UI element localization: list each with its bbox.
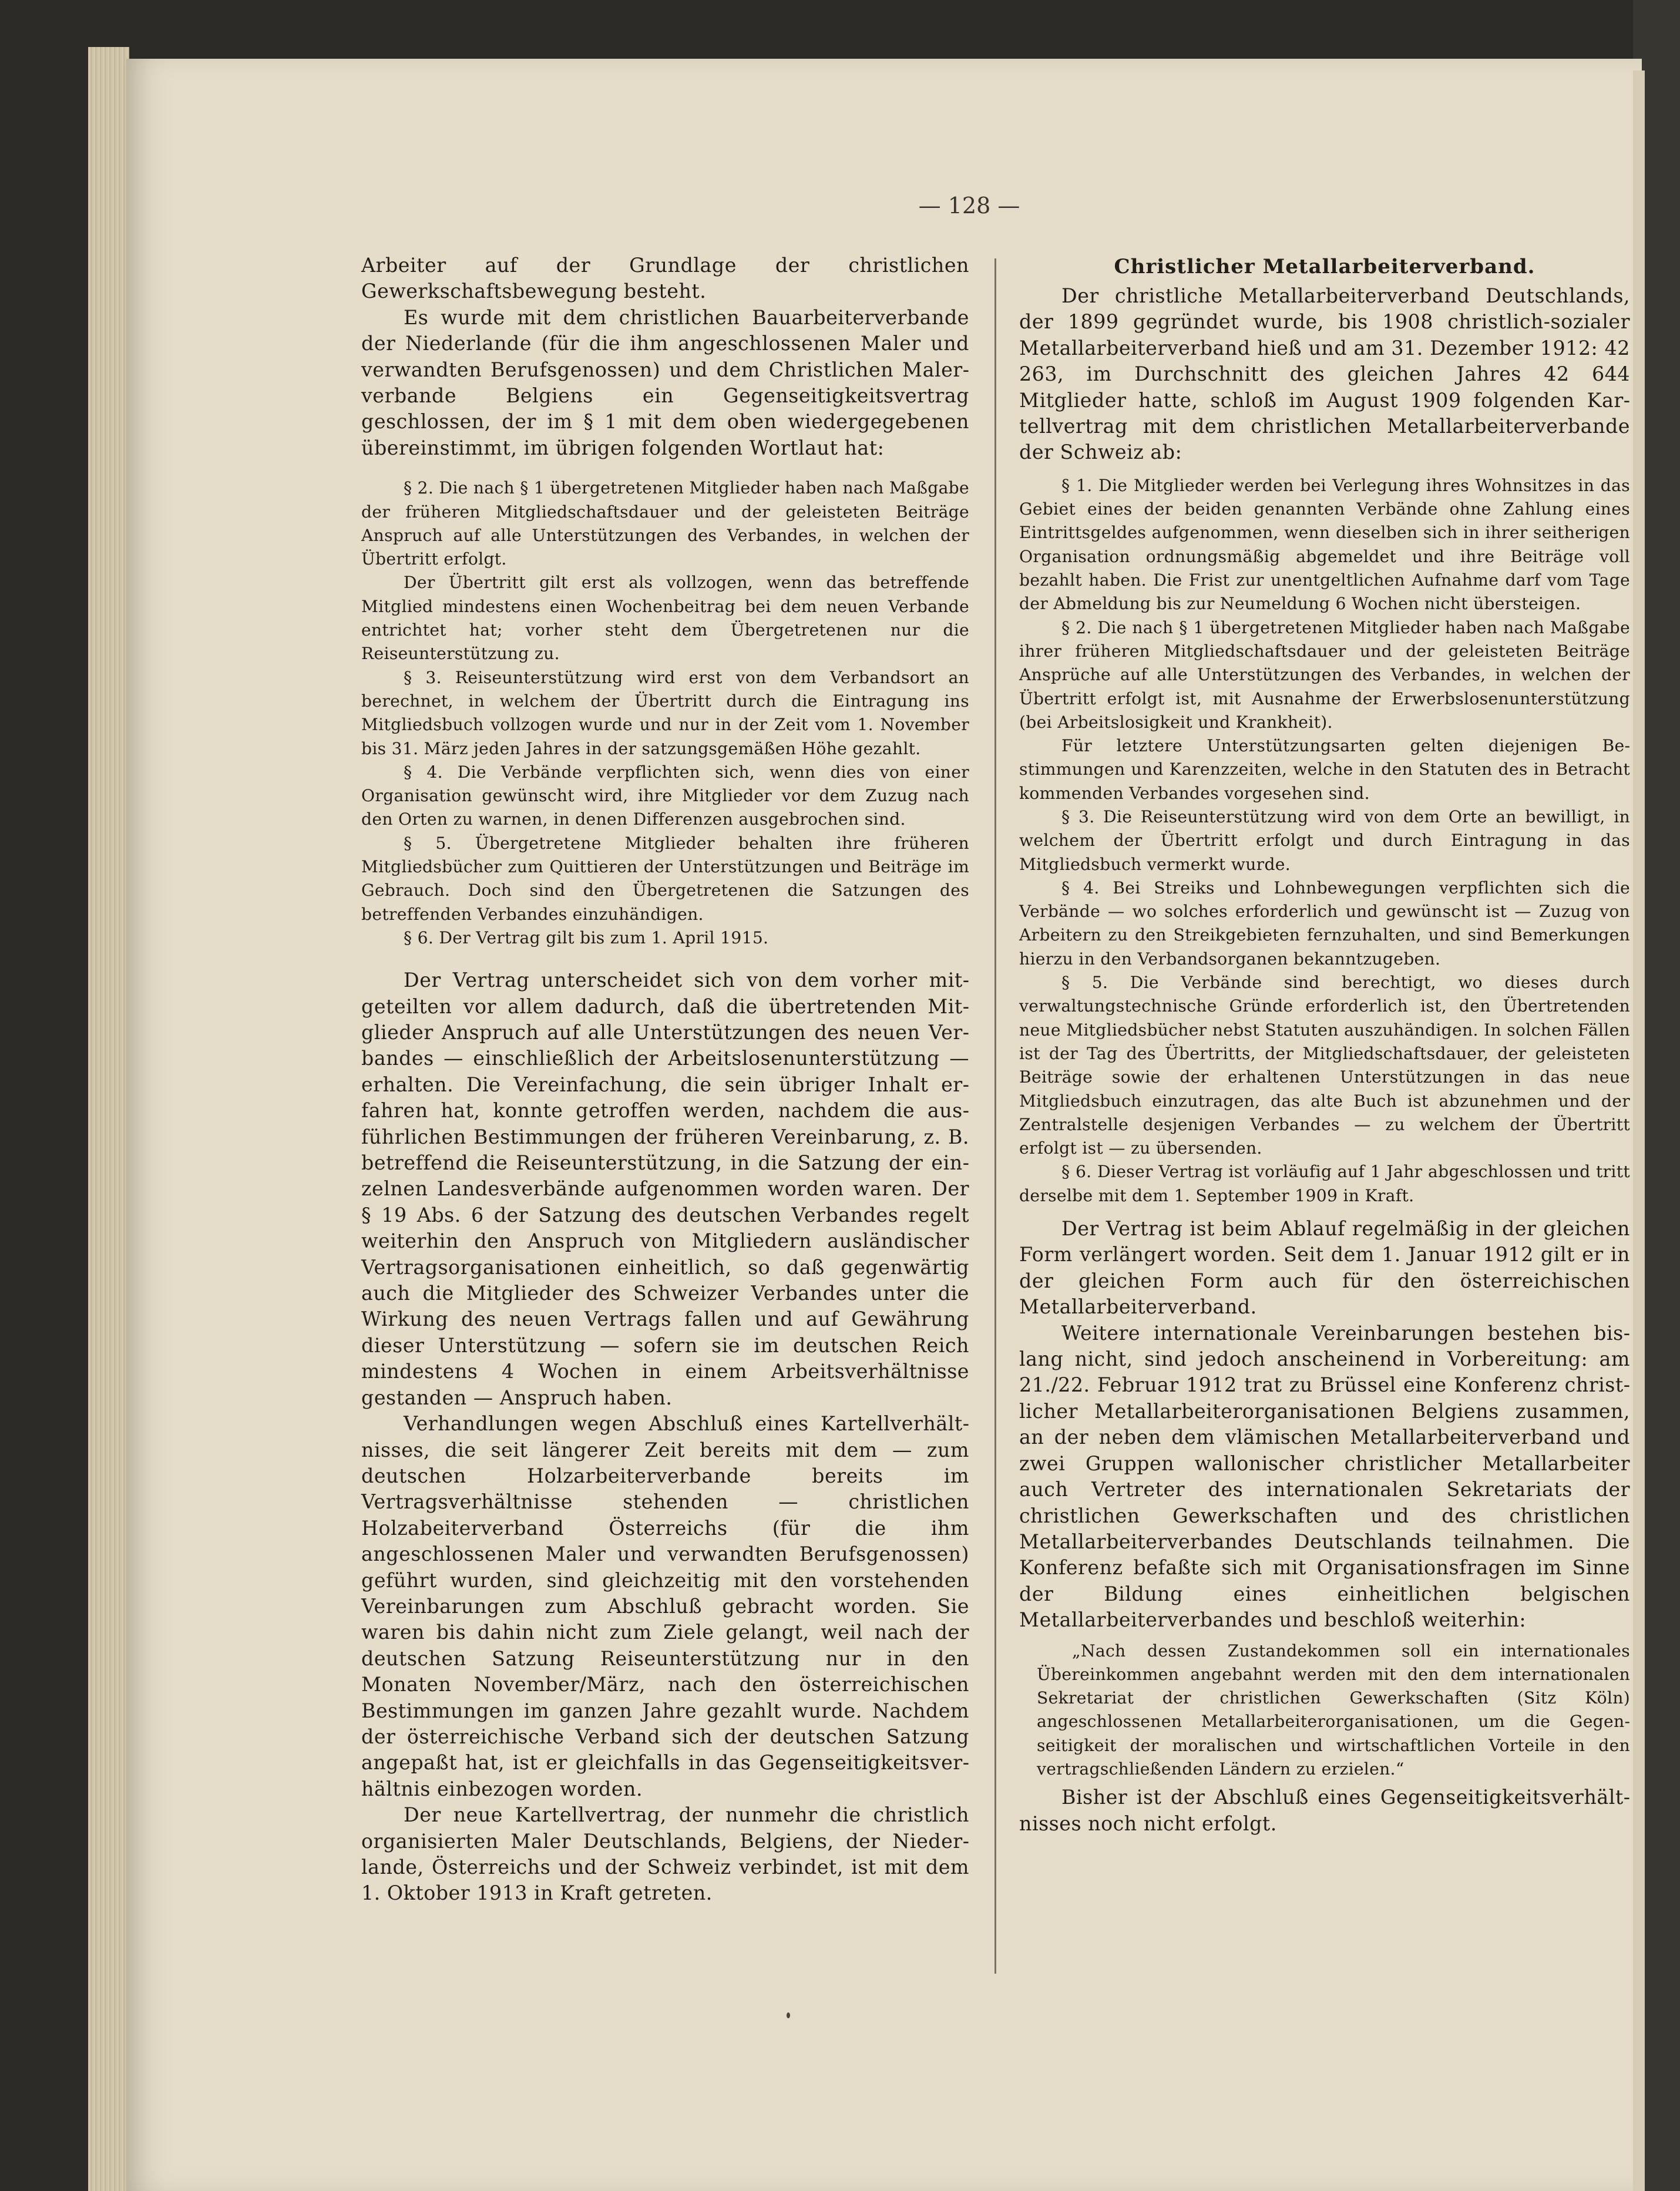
right-section: § 1. Die Mitglieder werden bei Verlegung ihres Wohnsitzes in das Gebiet eines der beiden genannten Verbände ohne Zahlung eines Eintrittsgeldes aufgenommen, wenn dieselben sich in ihrer seitherigen Organisation ordnungsmäßig abgemeldet und ihre Beiträge voll bezahlt haben. Die Frist zur unentgeltlichen Aufnahme darf vom Tage der Abmeldung bis zur Neumeldung 6 Wochen nicht übersteigen.: [1019, 475, 1630, 614]
left-column: [361, 253, 969, 1907]
column-divider: [994, 258, 996, 1974]
book-page-edges: [88, 47, 129, 2191]
left-section: § 3. Reiseunterstützung wird erst von dem Verbandsort an berechnet, in welchem der Übertritt durch die Eintragung ins Mitgliedsbuch vollzogen wurde und nur in der Zeit vom 1. November bis 31. März jeden Jahres in der satzungsgemäßen Höhe gezahlt.: [361, 667, 969, 758]
right-section: § 6. Dieser Vertrag ist vorläufig auf 1 Jahr abgeschlossen und tritt derselbe mit dem 1. September 1909 in Kraft.: [1019, 1162, 1630, 1205]
section-heading: Christlicher Metallarbeiterverband.: [1114, 255, 1535, 278]
right-paragraph: Der christliche Metallarbeiterverband Deutschlands, der 1899 gegründet wurde, bis 1908 christlich-sozialer Metallarbeiterverband hieß und am 31. Dezember 1912: 42 263, im Durchschnitt des gleichen Jahres 42 644 Mitglieder hatte, schloß im August 1909 folgenden Kartellvertrag mit dem christlichen Metallarbeiterverbande der Schweiz ab:: [1019, 284, 1630, 464]
left-section: Der Übertritt gilt erst als vollzogen, wenn das betreffende Mitglied mindestens einen Wochenbeitrag bei dem neuen Verbande entrichtet hat; vorher steht dem Übergetretenen nur die Reiseunterstützung zu.: [361, 573, 969, 664]
right-section: § 3. Die Reiseunterstützung wird von dem Orte an bewilligt, in welchem der Übertritt erfolgt und durch Eintragung in das Mitgliedsbuch vermerkt wurde.: [1019, 807, 1630, 874]
right-paragraph: Weitere internationale Vereinbarungen bestehen bislang nicht, sind jedoch anscheinend in Vorbereitung: am 21./22. Februar 1912 trat zu Brüssel eine Konferenz christlicher Metallarbeiterorganisationen Belgiens zusammen, an der neben dem vlämischen Metallarbeiterverband und zwei Gruppen wallonischer christlicher Metallarbeiter auch Vertreter des internationalen Sekretariats der christlichen Gewerkschaften und des christlichen Metallarbeiterverbandes Deutschlands teilnahmen. Die Konferenz befaßte sich mit Organisationsfragen im Sinne der Bildung eines einheitlichen belgischen Metallarbeiterverbandes und beschloß weiterhin:: [1019, 1321, 1630, 1632]
right-paragraph: Bisher ist der Abschluß eines Gegenseitigkeitsverhältnisses noch nicht erfolgt.: [1019, 1786, 1630, 1835]
right-section: § 2. Die nach § 1 übergetretenen Mitglieder haben nach Maßgabe ihrer früheren Mitgliedschaftsdauer und der geleisteten Beiträge Ansprüche auf alle Unterstützungen des Verbandes, in welchen der Übertritt erfolgt ist, mit Ausnahme der Erwerbslosenunterstützung (bei Arbeitslosigkeit und Krankheit).: [1019, 617, 1630, 732]
left-section: § 6. Der Vertrag gilt bis zum 1. April 1915.: [404, 928, 769, 947]
left-section: § 4. Die Verbände verpflichten sich, wenn dies von einer Organisation gewünscht wird, ihre Mitglieder vor dem Zuzug nach den Orten zu warnen, in denen Differenzen ausgebrochen sind.: [361, 762, 969, 829]
left-paragraph: Arbeiter auf der Grundlage der christlichen Gewerkschaftsbewegung besteht.: [361, 254, 969, 303]
right-section: Für letztere Unterstützungsarten gelten diejenigen Bestimmungen und Karenzzeiten, welche in den Statuten des in Betracht kommenden Verbandes vorgesehen sind.: [1019, 736, 1630, 803]
left-paragraph: Der Vertrag unterscheidet sich von dem vorher mitgeteilten vor allem dadurch, daß die übertretenden Mitglieder Anspruch auf alle Unterstützungen des neuen Verbandes — einschließlich der Arbeitslosenunterstützung — erhalten. Die Vereinfachung, die sein übriger Inhalt erfahren hat, konnte getroffen werden, nachdem die ausführlichen Bestimmungen der früheren Vereinbarung, z. B. betreffend die Reiseunterstützung, in die Satzung der einzelnen Landesverbände aufgenommen worden waren. Der § 19 Abs. 6 der Satzung des deutschen Verbandes regelt weiterhin den Anspruch von Mitgliedern ausländischer Vertragsorganisationen einheitlich, so daß gegenwärtig auch die Mitglieder des Schweizer Verbandes unter die Wirkung des neuen Vertrags fallen und auf Gewährung dieser Unterstützung — sofern sie im deutschen Reich mindestens 4 Wochen in einem Arbeitsverhältnisse gestanden — Anspruch haben.: [361, 969, 969, 1409]
left-paragraph: Der neue Kartellvertrag, der nunmehr die christlich organisierten Maler Deutschlands, Belgiens, der Niederlande, Österreichs und der Schweiz verbindet, ist mit dem 1. Oktober 1913 in Kraft getreten.: [361, 1803, 969, 1905]
left-paragraph: Es wurde mit dem christlichen Bauarbeiterverbande der Niederlande (für die ihm angeschlossenen Maler und verwandten Berufsgenossen) und dem Christlichen Malerverbande Belgiens ein Gegenseitigkeitsvertrag geschlossen, der im § 1 mit dem oben wiedergegebenen übereinstimmt, im übrigen folgenden Wortlaut hat:: [361, 305, 969, 459]
left-paragraph: Verhandlungen wegen Abschluß eines Kartellverhältnisses, die seit längerer Zeit bereits mit dem — zum deutschen Holzarbeiterverbande bereits im Vertragsverhältnisse stehenden — christlichen Holzabeiterverband Österreichs (für die ihm angeschlossenen Maler und verwandten Berufsgenossen) geführt wurden, sind gleichzeitig mit den vorstehenden Vereinbarungen zum Abschluß gebracht worden. Sie waren bis dahin nicht zum Ziele gelangt, weil nach der deutschen Satzung Reiseunterstützung nur in den Monaten November/März, nach den österreichischen Bestimmungen im ganzen Jahre gezahlt wurde. Nachdem der österreichische Verband sich der deutschen Satzung angepaßt hat, ist er gleichfalls in das Gegenseitigkeitsverhältnis einbezogen worden.: [361, 1412, 969, 1800]
quotation: „Nach dessen Zustandekommen soll ein internationales Übereinkommen angebahnt werden mit den dem internationalen Sekretariat der christlichen Gewerkschaften (Sitz Köln) angeschlossenen Metallarbeiterorganisationen, um die Gegenseitigkeit der moralischen und wirtschaftlichen Vorteile in den vertragschließenden Ländern zu erzielen.“: [1037, 1641, 1630, 1779]
right-paragraph: Der Vertrag ist beim Ablauf regelmäßig in der gleichen Form verlängert worden. Seit dem 1. Januar 1912 gilt er in der gleichen Form auch für den österreichischen Metallarbeiterverband.: [1019, 1217, 1630, 1319]
right-section: § 4. Bei Streiks und Lohnbewegungen verpflichten sich die Verbände — wo solches erforderlich und gewünscht ist — Zuzug von Arbeitern zu den Streikgebieten fernzuhalten, und sind Bemerkungen hierzu in den Verbandsorganen bekanntzugeben.: [1019, 878, 1630, 969]
right-column: [1019, 253, 1630, 1837]
page-number: — 128 —: [918, 193, 1020, 219]
page-right-edge: [1633, 70, 1645, 2191]
right-section: § 5. Die Verbände sind berechtigt, wo dieses durch verwaltungstechnische Gründe erforderlich ist, den Übertretenden neue Mitgliedsbücher nebst Statuten auszuhändigen. In solchen Fällen ist der Tag des Übertritts, der Mitgliedschaftsdauer, der geleisteten Beiträge sowie der erhaltenen Unterstützungen in das neue Mitgliedsbuch einzutragen, das alte Buch ist abzunehmen und der Zentralstelle desjenigen Verbandes — zu welchem der Übertritt erfolgt ist — zu übersenden.: [1019, 973, 1630, 1158]
ink-speck: [787, 2012, 790, 2018]
left-section: § 2. Die nach § 1 übergetretenen Mitglieder haben nach Maßgabe der früheren Mitgliedschaftsdauer und der geleisteten Beiträge Anspruch auf alle Unterstützungen des Verbandes, in welchen der Übertritt erfolgt.: [361, 478, 969, 569]
left-section: § 5. Übergetretene Mitglieder behalten ihre früheren Mitgliedsbücher zum Quittieren der Unterstützungen und Beiträge im Gebrauch. Doch sind den Übergetretenen die Satzungen des betreffenden Verbandes einzuhändigen.: [361, 833, 969, 924]
